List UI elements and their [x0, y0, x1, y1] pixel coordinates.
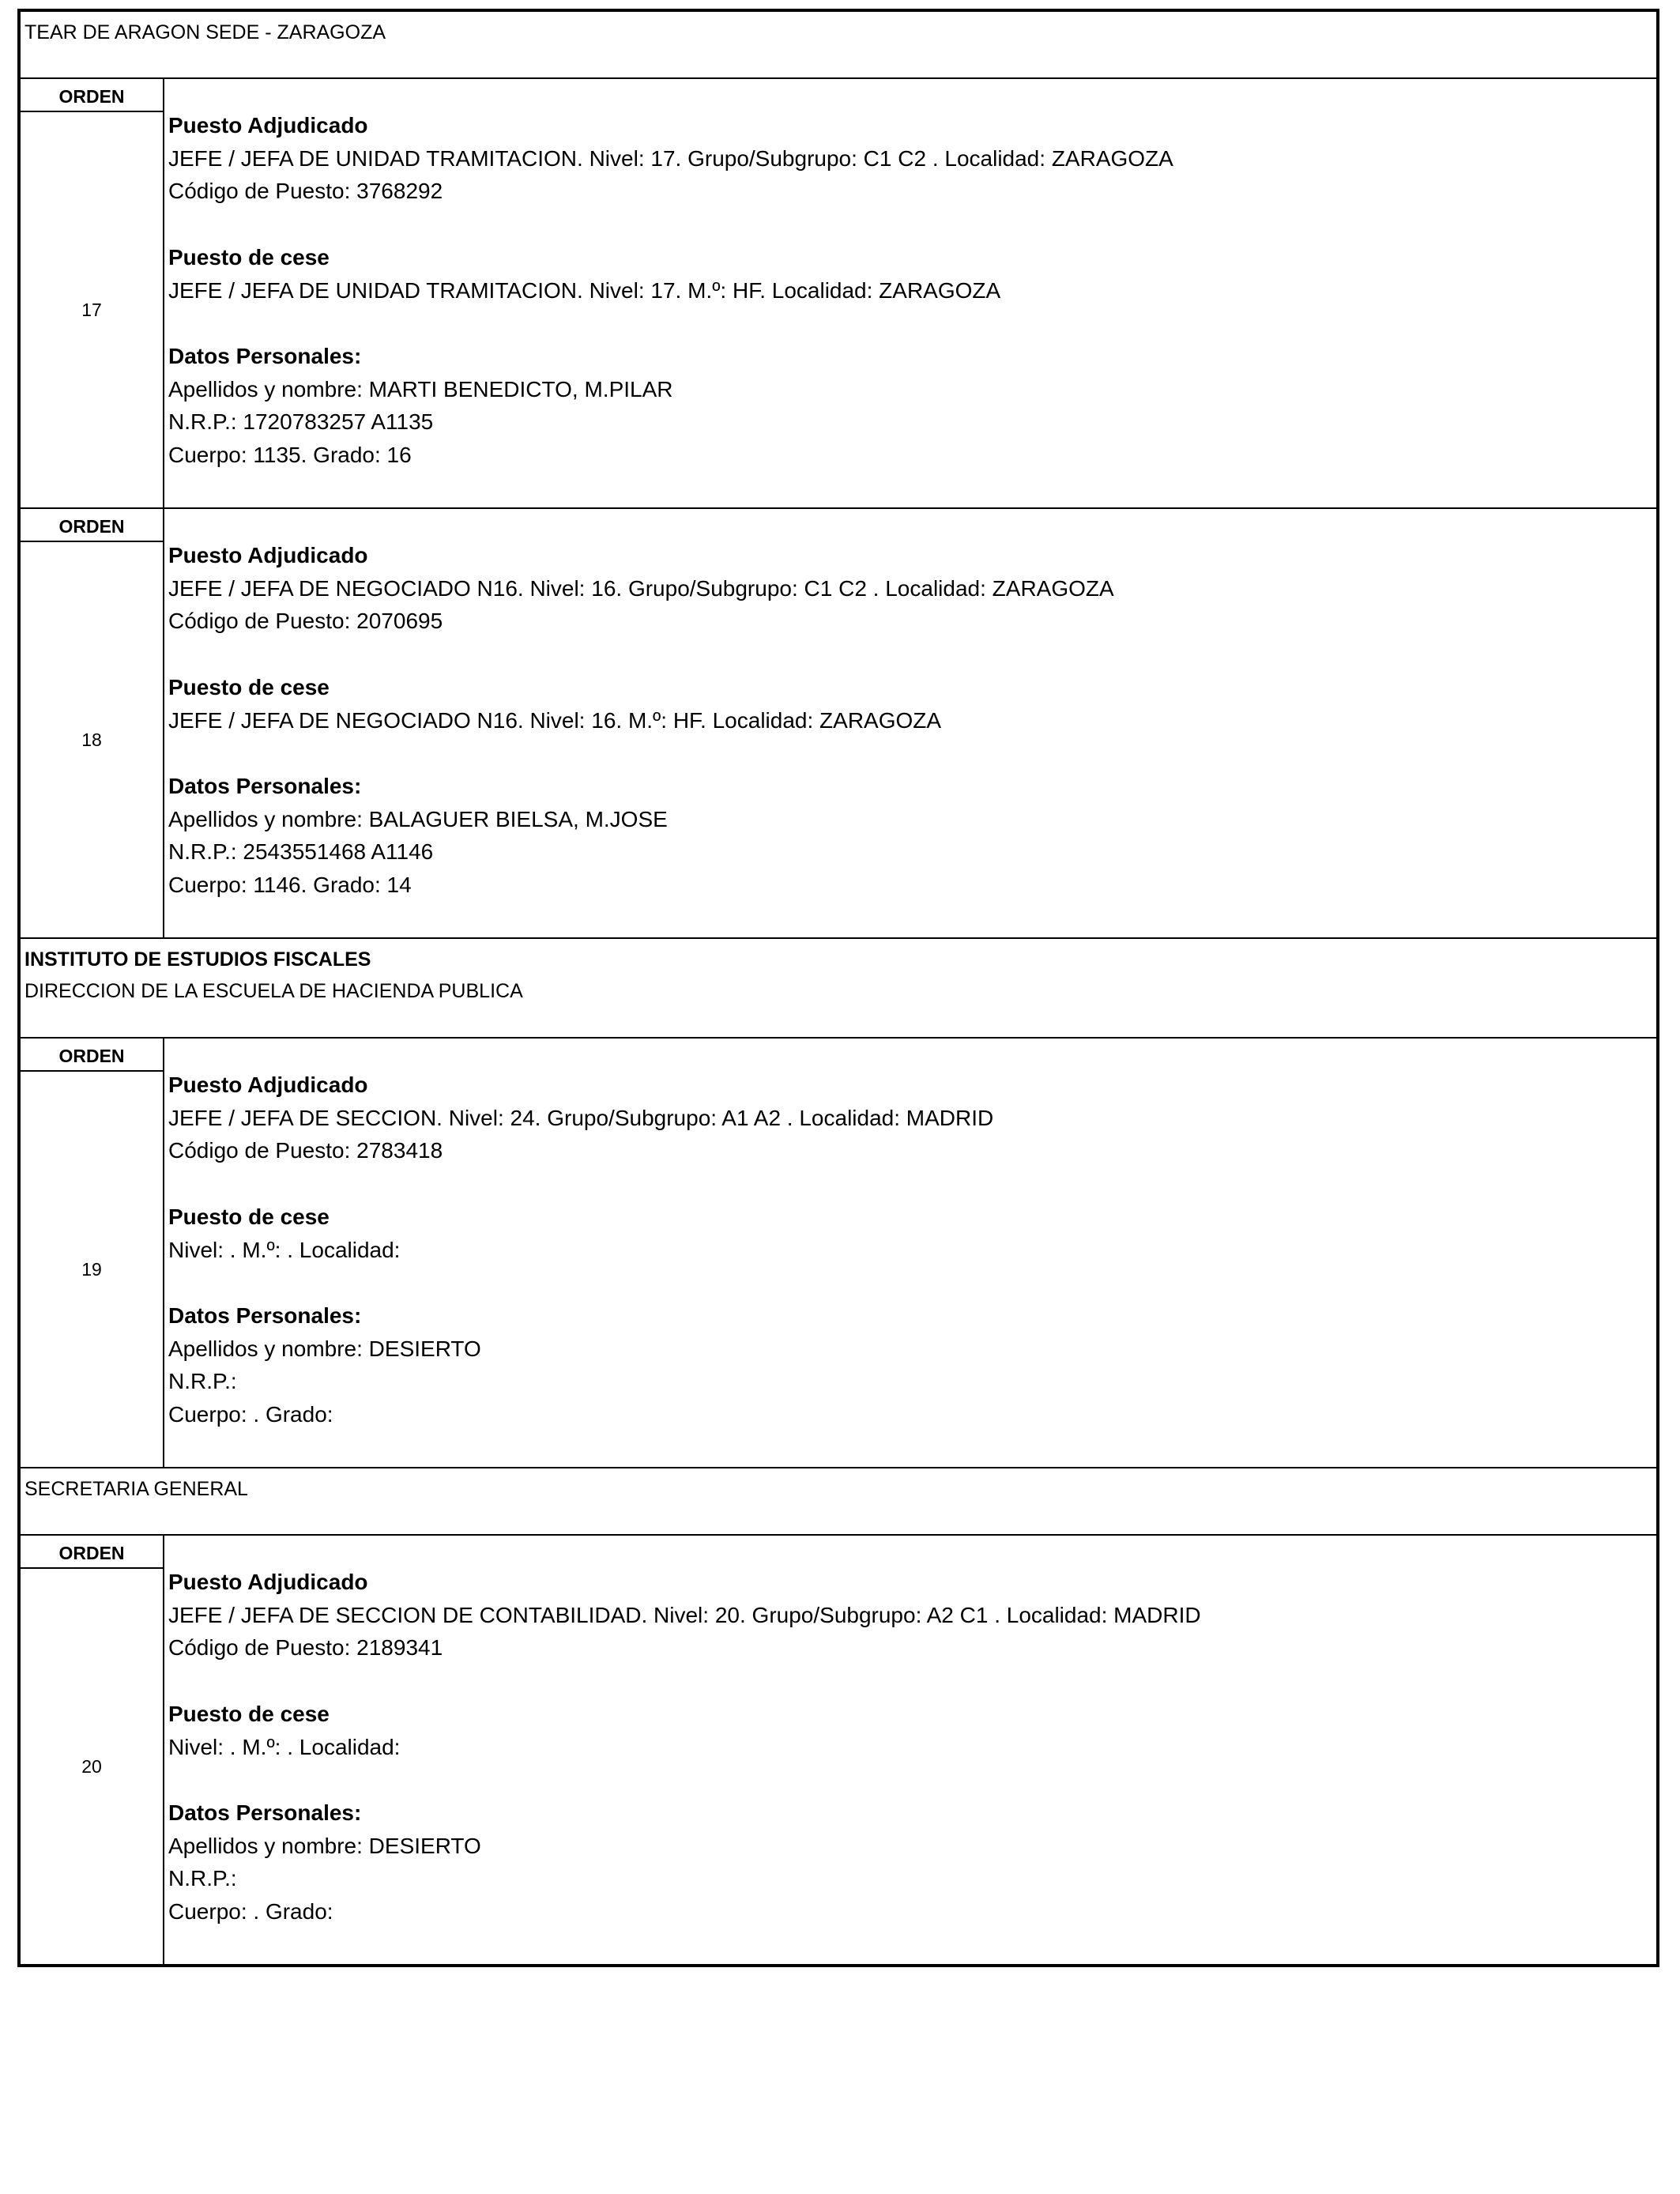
record-row: [21, 79, 1656, 509]
codigo-line: Código de Puesto: 2070695: [168, 609, 443, 634]
section-header: [21, 939, 1656, 1039]
cese-line: Nivel: . M.º: . Localidad:: [168, 1237, 401, 1262]
cuerpo-line: Cuerpo: 1135. Grado: 16: [168, 443, 412, 467]
orden-column: [21, 509, 163, 937]
section-header: [21, 1468, 1656, 1536]
orden-number: 18: [81, 729, 102, 750]
adjudicado-line: JEFE / JEFA DE SECCION DE CONTABILIDAD. Nivel: 20. Grupo/Subgrupo: A2 C1 . Localidad: MADRID: [168, 1602, 1201, 1627]
datos-title: Datos Personales:: [168, 773, 362, 798]
cuerpo-line: Cuerpo: . Grado:: [168, 1402, 333, 1427]
record-content: [163, 509, 1656, 937]
record-row: [21, 509, 1656, 939]
section-header-title: SECRETARIA GENERAL: [24, 1478, 248, 1500]
section-header-title: DIRECCION DE LA ESCUELA DE HACIENDA PUBLICA: [24, 980, 523, 1002]
cuerpo-line: Cuerpo: 1146. Grado: 14: [168, 873, 412, 897]
cese-line: JEFE / JEFA DE NEGOCIADO N16. Nivel: 16. M.º: HF. Localidad: ZARAGOZA: [168, 707, 942, 733]
adjudicado-line: JEFE / JEFA DE UNIDAD TRAMITACION. Nivel: 17. Grupo/Subgrupo: C1 C2 . Localidad: ZARAGOZA: [168, 145, 1173, 171]
cese-title: Puesto de cese: [168, 244, 330, 270]
cese-line: JEFE / JEFA DE UNIDAD TRAMITACION. Nivel: 17. M.º: HF. Localidad: ZARAGOZA: [168, 277, 1001, 303]
orden-label: ORDEN: [21, 1039, 163, 1072]
cese-title: Puesto de cese: [168, 1701, 330, 1726]
cese-title: Puesto de cese: [168, 674, 330, 699]
nombre-line: Apellidos y nombre: DESIERTO: [168, 1833, 481, 1858]
datos-title: Datos Personales:: [168, 1800, 362, 1825]
record-content: [163, 1536, 1656, 1964]
nrp-line: N.R.P.:: [168, 1866, 237, 1891]
nombre-line: Apellidos y nombre: DESIERTO: [168, 1336, 481, 1361]
nrp-line: N.R.P.: 1720783257 A1135: [168, 409, 434, 435]
orden-label: ORDEN: [21, 509, 163, 542]
orden-number: 19: [81, 1258, 102, 1280]
nrp-line: N.R.P.:: [168, 1369, 237, 1394]
orden-column: [21, 79, 163, 507]
nrp-line: N.R.P.: 2543551468 A1146: [168, 839, 434, 865]
nombre-line: Apellidos y nombre: BALAGUER BIELSA, M.JOSE: [168, 806, 668, 831]
codigo-line: Código de Puesto: 3768292: [168, 179, 443, 204]
orden-number: 20: [81, 1755, 102, 1777]
orden-column: [21, 1536, 163, 1964]
orden-number: 17: [81, 299, 102, 320]
adjudicado-title: Puesto Adjudicado: [168, 543, 368, 567]
document-table: [17, 9, 1659, 1967]
section-header-title: TEAR DE ARAGON SEDE - ZARAGOZA: [24, 21, 386, 43]
cuerpo-line: Cuerpo: . Grado:: [168, 1899, 333, 1924]
adjudicado-title: Puesto Adjudicado: [168, 1072, 368, 1097]
orden-column: [21, 1039, 163, 1467]
record-content: [163, 1039, 1656, 1467]
nombre-line: Apellidos y nombre: MARTI BENEDICTO, M.PILAR: [168, 376, 673, 401]
adjudicado-line: JEFE / JEFA DE NEGOCIADO N16. Nivel: 16. Grupo/Subgrupo: C1 C2 . Localidad: ZARAGOZA: [168, 575, 1114, 601]
cese-line: Nivel: . M.º: . Localidad:: [168, 1734, 401, 1759]
codigo-line: Código de Puesto: 2783418: [168, 1138, 443, 1163]
codigo-line: Código de Puesto: 2189341: [168, 1635, 443, 1661]
adjudicado-line: JEFE / JEFA DE SECCION. Nivel: 24. Grupo/Subgrupo: A1 A2 . Localidad: MADRID: [168, 1105, 994, 1130]
cese-title: Puesto de cese: [168, 1204, 330, 1229]
record-row: [21, 1536, 1656, 1964]
record-content: [163, 79, 1656, 507]
datos-title: Datos Personales:: [168, 343, 362, 368]
record-row: [21, 1039, 1656, 1468]
section-header-organism: INSTITUTO DE ESTUDIOS FISCALES: [24, 948, 371, 971]
datos-title: Datos Personales:: [168, 1302, 362, 1328]
adjudicado-title: Puesto Adjudicado: [168, 113, 368, 138]
section-header: [21, 12, 1656, 79]
orden-label: ORDEN: [21, 79, 163, 112]
orden-label: ORDEN: [21, 1536, 163, 1569]
adjudicado-title: Puesto Adjudicado: [168, 1570, 368, 1594]
